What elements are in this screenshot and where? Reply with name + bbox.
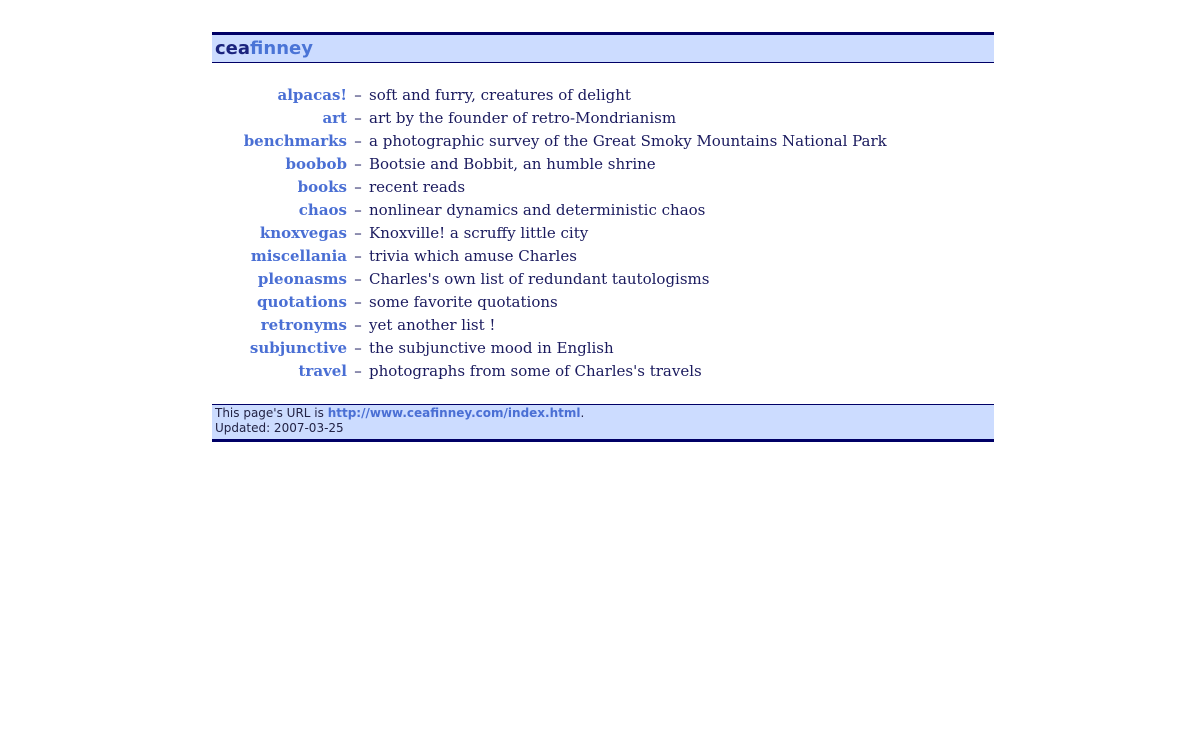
list-item <box>212 222 994 245</box>
link-travel[interactable]: travel <box>298 362 347 380</box>
separator: – <box>354 316 362 334</box>
list-item <box>212 337 994 360</box>
link-art[interactable]: art <box>322 109 347 127</box>
url-suffix-text: . <box>580 406 585 420</box>
list-item <box>212 245 994 268</box>
link-retronyms[interactable]: retronyms <box>260 316 347 334</box>
list-item <box>212 199 994 222</box>
separator: – <box>354 224 362 242</box>
link-miscellania[interactable]: miscellania <box>250 247 347 265</box>
separator: – <box>354 86 362 104</box>
link-description: the subjunctive mood in English <box>369 339 614 357</box>
separator: – <box>354 247 362 265</box>
page <box>212 32 994 442</box>
separator: – <box>354 155 362 173</box>
site-header <box>212 32 994 63</box>
separator: – <box>354 178 362 196</box>
logo-part-cea[interactable]: cea <box>215 38 251 59</box>
updated-date: Updated: 2007-03-25 <box>215 421 344 435</box>
list-item <box>212 176 994 199</box>
list-item <box>212 153 994 176</box>
list-item <box>212 130 994 153</box>
url-prefix-text: This page's URL is <box>215 406 328 420</box>
list-item <box>212 84 994 107</box>
link-description: art by the founder of retro-Mondrianism <box>369 109 677 127</box>
list-item <box>212 268 994 291</box>
link-description: photographs from some of Charles's travels <box>369 362 702 380</box>
link-knoxvegas[interactable]: knoxvegas <box>259 224 347 242</box>
link-chaos[interactable]: chaos <box>298 201 347 219</box>
link-description: recent reads <box>369 178 466 196</box>
link-alpacas[interactable]: alpacas! <box>277 86 347 104</box>
link-pleonasms[interactable]: pleonasms <box>257 270 347 288</box>
link-quotations[interactable]: quotations <box>256 293 347 311</box>
link-description: a photographic survey of the Great Smoky Mountains National Park <box>369 132 887 150</box>
separator: – <box>354 339 362 357</box>
link-boobob[interactable]: boobob <box>285 155 347 173</box>
separator: – <box>354 109 362 127</box>
list-item <box>212 360 994 383</box>
link-description: some favorite quotations <box>369 293 558 311</box>
link-description: nonlinear dynamics and deterministic chaos <box>369 201 706 219</box>
list-item <box>212 291 994 314</box>
separator: – <box>354 362 362 380</box>
list-item <box>212 314 994 337</box>
site-footer <box>212 404 994 442</box>
link-benchmarks[interactable]: benchmarks <box>243 132 347 150</box>
link-description: Charles's own list of redundant tautologisms <box>369 270 710 288</box>
logo-part-finney[interactable]: finney <box>250 38 313 59</box>
link-list <box>212 84 994 383</box>
link-description: Bootsie and Bobbit, an humble shrine <box>369 155 656 173</box>
separator: – <box>354 293 362 311</box>
link-description: yet another list ! <box>369 316 496 334</box>
url-line <box>215 406 991 421</box>
link-books[interactable]: books <box>297 178 347 196</box>
link-description: soft and furry, creatures of delight <box>369 86 631 104</box>
link-description: Knoxville! a scruffy little city <box>369 224 589 242</box>
separator: – <box>354 201 362 219</box>
link-subjunctive[interactable]: subjunctive <box>249 339 347 357</box>
page-url-link[interactable]: http://www.ceafinney.com/index.html <box>327 406 581 420</box>
separator: – <box>354 132 362 150</box>
separator: – <box>354 270 362 288</box>
list-item <box>212 107 994 130</box>
link-description: trivia which amuse Charles <box>369 247 577 265</box>
